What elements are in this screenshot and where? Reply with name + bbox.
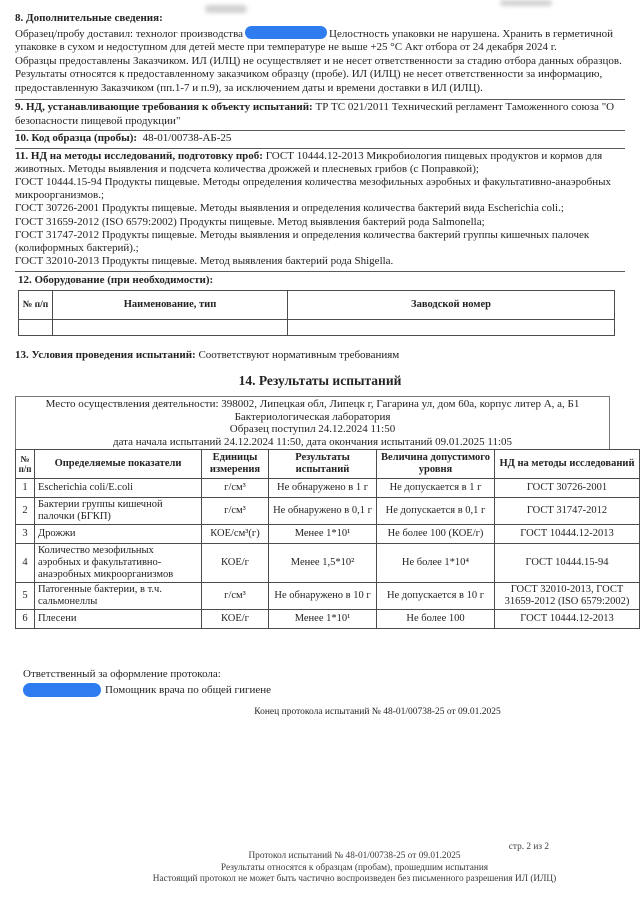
scan-smudge (500, 0, 552, 6)
scan-smudge (205, 5, 247, 13)
result-row: 3 Дрожжи КОЕ/см³(г) Менее 1*10¹ Не более 100 (КОЕ/г) ГОСТ 10444.12-2013 (16, 524, 640, 543)
header-indicators: Определяемые показатели (35, 449, 202, 478)
section-8 (15, 12, 625, 95)
header-results: Результаты испытаний (269, 449, 377, 478)
result-row: 2 Бактерии группы кишечной палочки (БГКП) г/см³ Не обнаружено в 0,1 г Не допускается в 0,1 г ГОСТ 31747-2012 (16, 497, 640, 524)
result-row: 4 Количество мезофильных аэробных и факультативно-анаэробных микроорганизмов КОЕ/г Менее 1,5*10² Не более 1*10⁴ ГОСТ 10444.15-94 (16, 543, 640, 582)
test-dates: дата начала испытаний 24.12.2024 11:50, дата окончания испытаний 09.01.2025 11:05 (112, 435, 513, 448)
redaction-box (23, 683, 101, 697)
footer-results-line: Результаты относятся к образцам (пробам), прошедшим испытания (220, 862, 489, 873)
sample-code: 48-01/00738-АБ-25 (142, 132, 232, 144)
result-row: 1 Escherichia coli/E.coli г/см³ Не обнаружено в 1 г Не допускается в 1 г ГОСТ 30726-2001 (16, 478, 640, 497)
footer-copyright-line: Настоящий протокол не может быть частично воспроизведен без письменного разрешения ИЛ (ИЛЦ) (152, 874, 557, 884)
results-info-box (15, 396, 610, 449)
activity-place: Место осуществления деятельности: 398002, Липецкая обл, Липецк г, Гагарина ул, дом 60а, корпус литер А, а, Б1 (45, 398, 580, 411)
equipment-table (18, 290, 615, 336)
header-number: № п/п (19, 290, 53, 319)
header-number: № п/п (16, 449, 35, 478)
section-9-title: 9. НД, устанавливающие требования к объекту испытаний: (15, 101, 313, 113)
section-8-paragraph-1: Образец/пробу доставил: технолог производства Целостность упаковки не нарушена. Хранить в герметичной упаковке в сухом и недоступном для детей месте при температуре не выше +25 °С Акт отбора от 24 декабря 2024 г. (15, 27, 613, 53)
gost-item: ГОСТ 31659-2012 (ISO 6579:2002) Продукты пищевые. Метод выявления бактерий рода Salmonella; (15, 215, 485, 228)
equipment-empty-row (19, 319, 615, 335)
results-header-row (16, 449, 640, 478)
section-14 (15, 373, 635, 629)
equipment-header-row (19, 290, 615, 319)
header-units: Единицы измерения (202, 449, 269, 478)
footer-protocol-line: Протокол испытаний № 48-01/00738-25 от 09.01.2025 (248, 851, 461, 861)
section-10-title: 10. Код образца (пробы): (15, 132, 138, 144)
gost-item: ГОСТ 10444.12-2013 Микробиология пищевых продуктов и кормов для животных. Методы выявления и подсчета количества дрожжей и плесневых грибов (с Поправкой); (15, 149, 603, 175)
results-title: 14. Результаты испытаний (238, 373, 402, 389)
page-number: стр. 2 из 2 (508, 842, 549, 852)
header-serial-number: Заводской номер (288, 290, 615, 319)
protocol-end-line: Конец протокола испытаний № 48-01/00738-25 от 09.01.2025 (254, 707, 501, 718)
section-9-text: ТР ТС 021/2011 Технический регламент Таможенного союза "О безопасности пищевой продукции" (15, 101, 615, 127)
laboratory-name: Бактериологическая лаборатория (234, 410, 391, 423)
header-methods: НД на методы исследований (495, 449, 640, 478)
result-row: 5 Патогенные бактерии, в т.ч. сальмонеллы г/см³ Не обнаружено в 10 г Не допускается в 10 г ГОСТ 32010-2013, ГОСТ 31659-2012 (ISO 6579:2002) (16, 582, 640, 609)
section-11 (15, 148, 625, 269)
signer-role: Помощник врача по общей гигиене (105, 683, 272, 696)
signature-block (15, 668, 625, 698)
section-13-text: Соответствуют нормативным требованиям (198, 348, 400, 361)
gost-item: ГОСТ 32010-2013 Продукты пищевые. Метод выявления бактерий рода Shigella. (15, 255, 394, 268)
section-13 (15, 349, 625, 363)
header-allowed-level: Величина допустимого уровня (377, 449, 495, 478)
result-row: 6 Плесени КОЕ/г Менее 1*10¹ Не более 100 ГОСТ 10444.12-2013 (16, 609, 640, 628)
section-13-title: 13. Условия проведения испытаний: (15, 348, 196, 361)
header-name-type: Наименование, тип (53, 290, 288, 319)
section-10 (15, 130, 625, 146)
section-8-title: 8. Дополнительные сведения: (15, 12, 163, 24)
section-8-paragraph-2: Образцы предоставлены Заказчиком. ИЛ (ИЛЦ) не осуществляет и не несет ответственности за стадию отбора данных образцов. Результаты относятся к предоставленному заказчиком образцу (пробе). ИЛ (ИЛЦ) не несет ответственности за информацию, предоставленную Заказчиком (пп.1-7 и п.9), за исключением даты и времени доставки в ИЛ (ИЛЦ). (15, 54, 622, 94)
section-9 (15, 99, 625, 128)
section-11-title: 11. НД на методы исследований, подготовку проб: (15, 149, 263, 162)
results-table (15, 449, 640, 629)
page-footer (0, 839, 641, 886)
section-12-title: 12. Оборудование (при необходимости): (18, 274, 214, 287)
redaction-box (245, 26, 327, 39)
gost-item: ГОСТ 30726-2001 Продукты пищевые. Методы выявления и определения количества бактерий вида Escherichia coli.; (15, 202, 564, 215)
gost-item: ГОСТ 10444.15-94 Продукты пищевые. Методы определения количества мезофильных аэробных и факультативно-анаэробных микроорганизмов.; (15, 175, 612, 202)
sample-received: Образец поступил 24.12.2024 11:50 (229, 423, 396, 436)
signature-label: Ответственный за оформление протокола: (23, 667, 221, 680)
section-12 (15, 271, 625, 336)
gost-item: ГОСТ 31747-2012 Продукты пищевые. Методы выявления и определения количества бактерий группы кишечных палочек (колиформных бактерий).; (15, 228, 590, 254)
